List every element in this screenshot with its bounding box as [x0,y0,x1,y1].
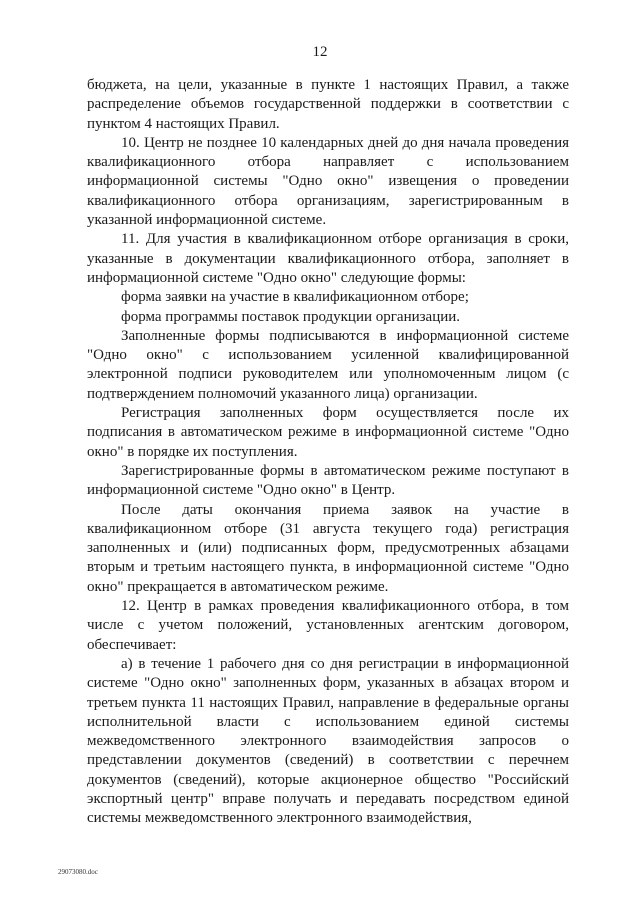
paragraph: 10. Центр не позднее 10 календарных дней до дня начала проведения квалификационного отбора направляет с использованием информационной системы "Одно окно" извещения о проведении квалификационного отбора организациям, зарегистрированным в указанной информационной системе. [87,134,569,229]
paragraph: а) в течение 1 рабочего дня со дня регистрации в информационной системе "Одно окно" заполненных форм, указанных в абзацах втором и третьем пункта 11 настоящих Правил, направление в федеральные органы исполнительной власти с использованием единой системы межведомственного электронного взаимодействия запросов о представлении документов (сведений) в соответствии с перечнем документов (сведений), которые акционерное общество "Российский экспортный центр" вправе получать и передавать посредством единой системы межведомственного электронного взаимодействия, [87,655,569,827]
list-item: форма заявки на участие в квалификационном отборе; [121,289,469,306]
paragraph: Регистрация заполненных форм осуществляется после их подписания в автоматическом режиме в информационной системе "Одно окно" в порядке их поступления. [87,405,569,460]
paragraph: 11. Для участия в квалификационном отборе организация в сроки, указанные в документации квалификационного отбора, заполняет в информационной системе "Одно окно" следующие формы: [87,231,569,286]
paragraph: Заполненные формы подписываются в информационной системе "Одно окно" с использованием усиленной квалифицированной электронной подписи руководителем или уполномоченным лицом (с подтверждением полномочий указанного лица) организации. [87,327,569,402]
document-body [87,76,569,829]
list-item: форма программы поставок продукции организации. [121,308,461,325]
paragraph: 12. Центр в рамках проведения квалификационного отбора, в том числе с учетом положений, установленных агентским договором, обеспечивает: [87,598,569,653]
page-number: 12 [312,44,328,60]
footer-filename: 29073080.doc [58,868,98,876]
paragraph: После даты окончания приема заявок на участие в квалификационном отборе (31 августа текущего года) регистрация заполненных и (или) подписанных форм, предусмотренных абзацами вторым и третьим настоящего пункта, в информационной системе "Одно окно" прекращается в автоматическом режиме. [87,501,569,595]
paragraph: Зарегистрированные формы в автоматическом режиме поступают в информационной системе "Одно окно" в Центр. [87,462,569,499]
paragraph: бюджета, на цели, указанные в пункте 1 настоящих Правил, а также распределение объемов государственной поддержки в соответствии с пунктом 4 настоящих Правил. [87,77,569,132]
